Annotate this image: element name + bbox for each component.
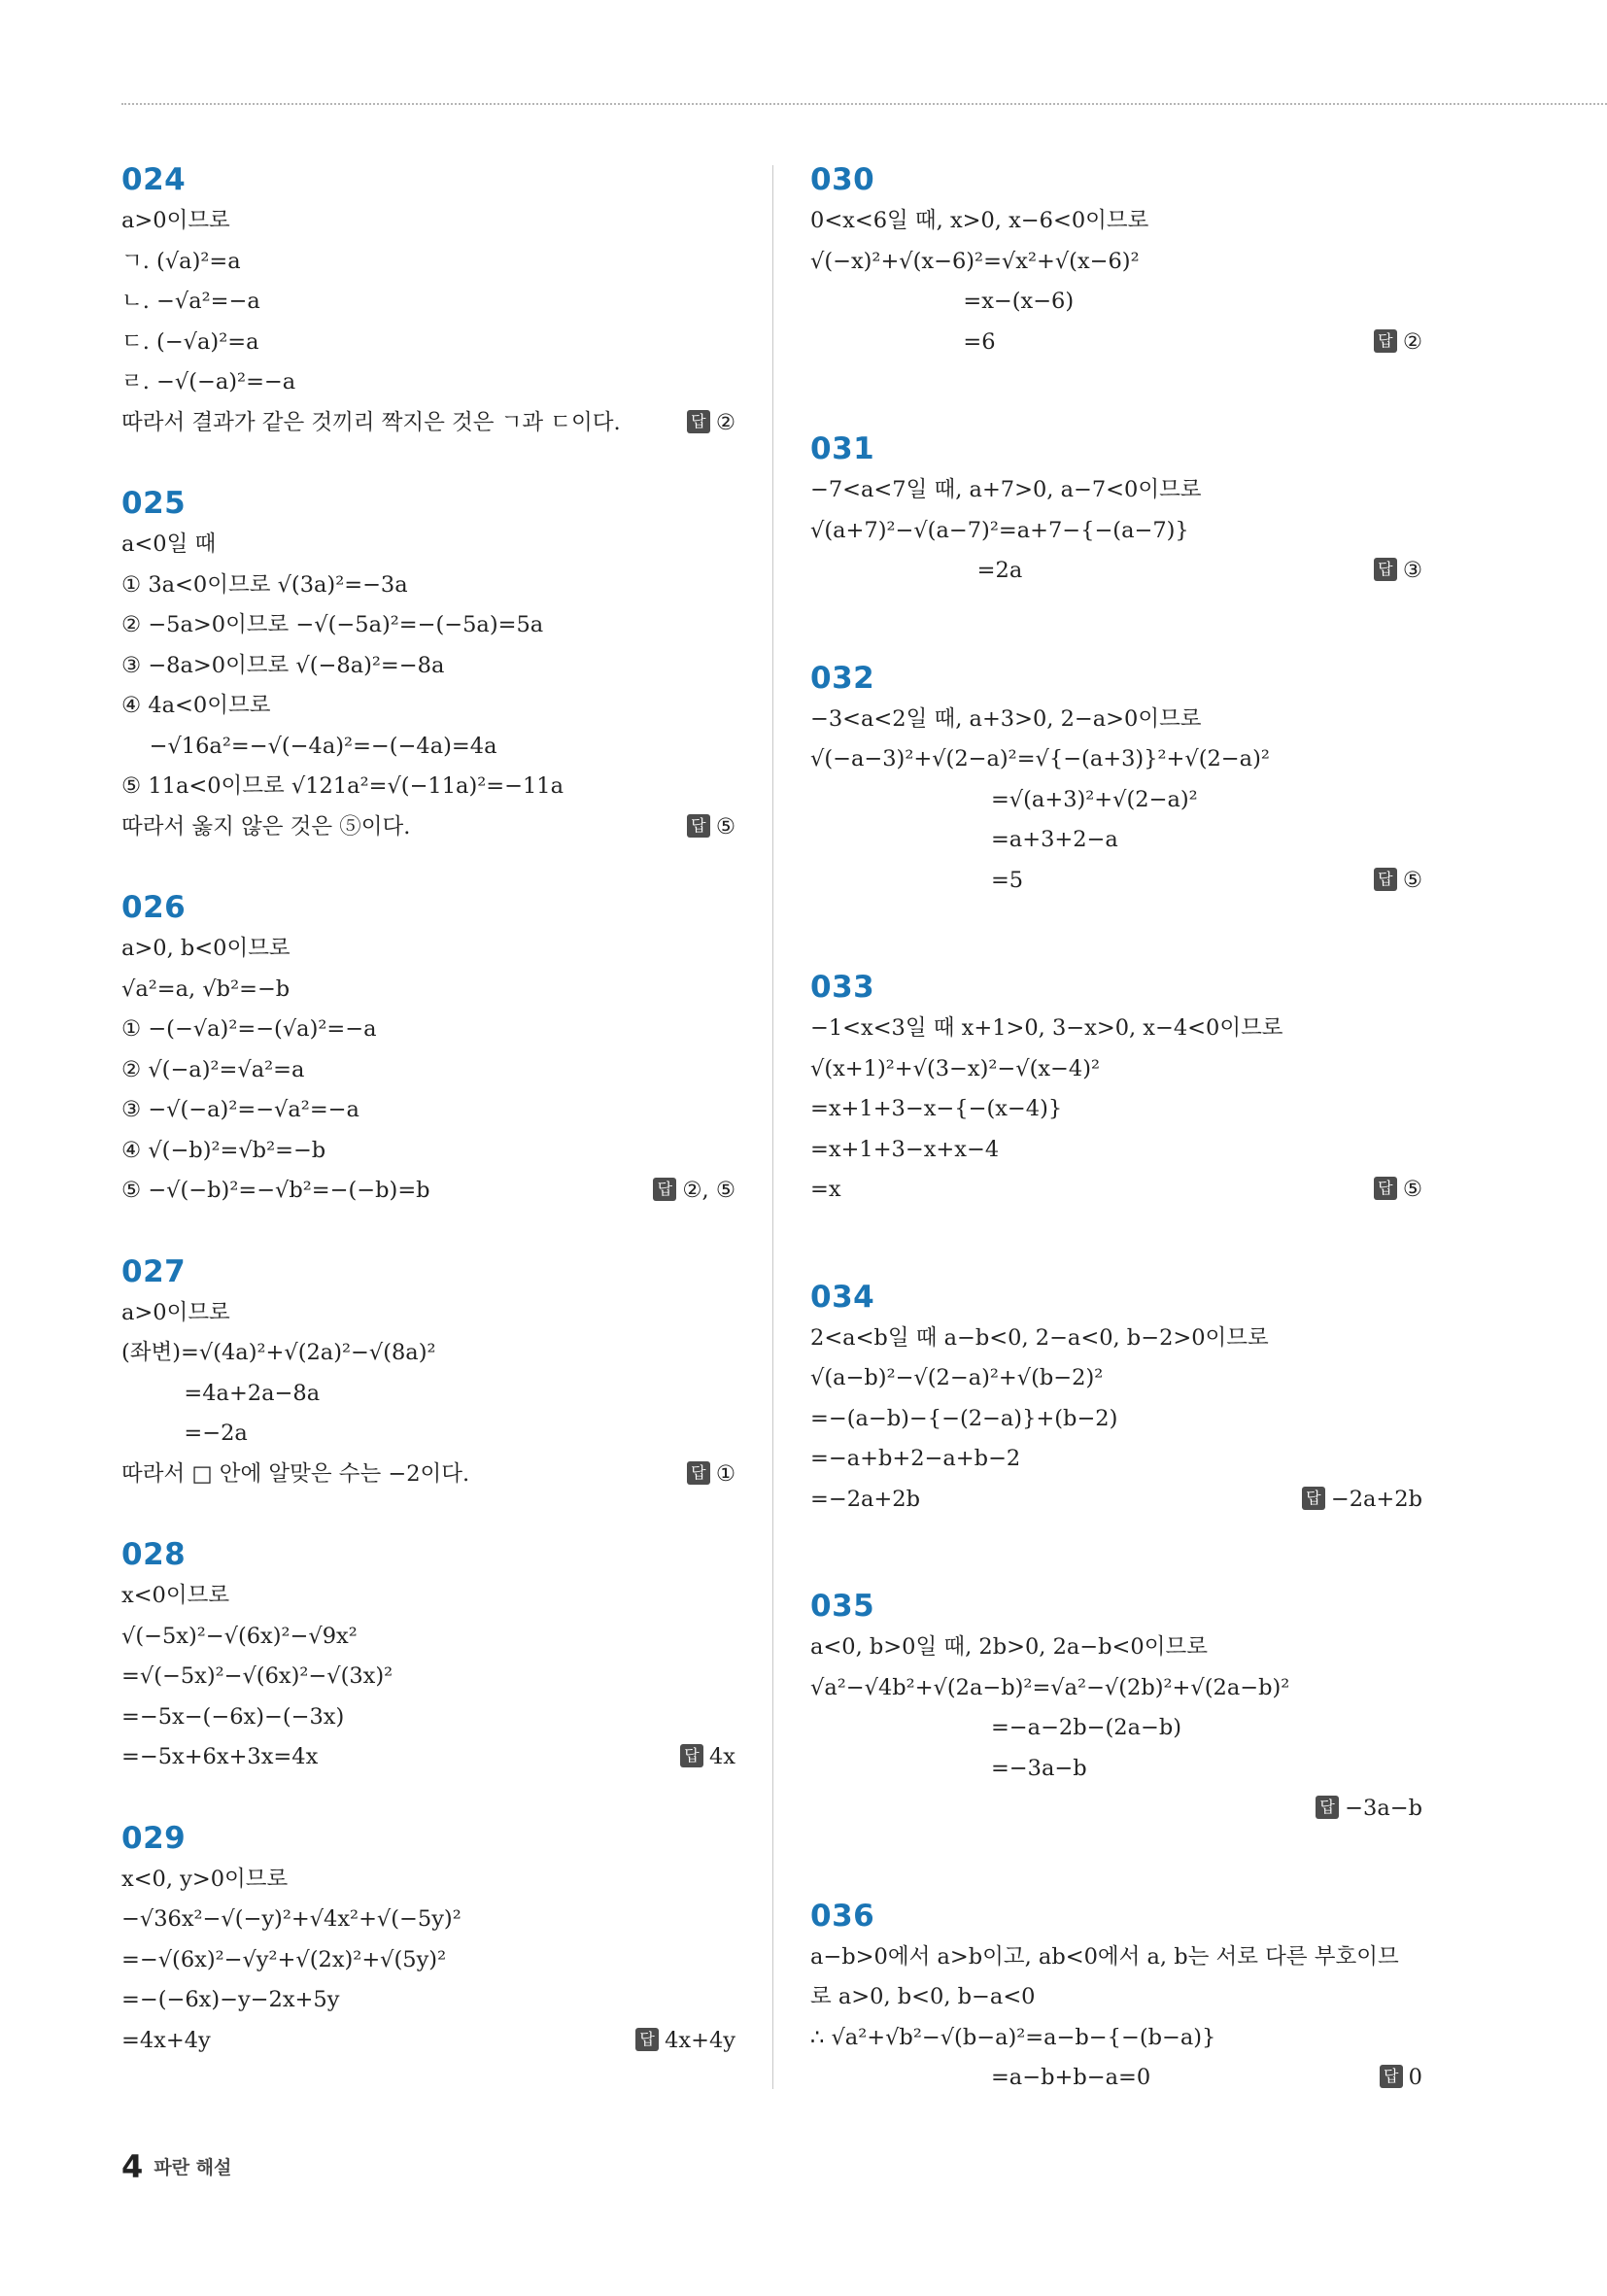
answer [1302, 1480, 1422, 1521]
solution-text: −7<a<7일 때, a+7>0, a−7<0이므로 [810, 477, 1202, 502]
problem-number: 031 [810, 431, 875, 466]
problem-number: 033 [810, 970, 875, 1005]
solution-text: =4a+2a−8a [121, 1380, 321, 1406]
problem-number: 027 [121, 1253, 187, 1289]
solution-line [121, 1293, 735, 1334]
solution-line [810, 470, 1422, 511]
solution-line [121, 201, 735, 242]
solution-line [121, 929, 735, 970]
right-column [810, 158, 1422, 2099]
problem-number: 028 [121, 1537, 187, 1572]
solution-line [121, 1131, 735, 1172]
solution-text: =√(a+3)²+√(2−a)² [810, 786, 1198, 812]
solution-line [810, 551, 1422, 592]
answer [680, 1737, 735, 1778]
solution-line [121, 1860, 735, 1901]
solution-text: =−√(6x)²−√y²+√(2x)²+√(5y)² [121, 1946, 447, 1972]
solution-line [121, 282, 735, 323]
solution-text: ④ 4a<0이므로 [121, 693, 271, 718]
solution-line [810, 1977, 1422, 2018]
solution-line [121, 1090, 735, 1131]
solution-line [810, 861, 1422, 902]
solution-text: ① −(−√a)²=−(√a)²=−a [121, 1016, 377, 1042]
solution-line [810, 1130, 1422, 1171]
solution-text: ① 3a<0이므로 √(3a)²=−3a [121, 571, 408, 598]
solution-text: ㄹ. −√(−a)²=−a [121, 369, 296, 394]
solution-text: =x+1+3−x+x−4 [810, 1136, 1000, 1162]
solution-line [121, 1697, 735, 1738]
solution-text: ⑤ 11a<0이므로 √121a²=√(−11a)²=−11a [121, 773, 564, 799]
solution-text: ② √(−a)²=√a²=a [121, 1056, 305, 1082]
problem-number: 032 [810, 660, 875, 696]
answer-badge: 답 [1374, 868, 1397, 891]
solution-line [810, 1708, 1422, 1749]
solution-line [810, 1319, 1422, 1359]
answer [687, 1455, 735, 1495]
solution-line [121, 1737, 735, 1778]
solution-line [810, 820, 1422, 861]
problem-029 [121, 1817, 735, 2062]
solution-text: √(−x)²+√(x−6)²=√x²+√(x−6)² [810, 248, 1140, 274]
problem-025 [121, 482, 735, 847]
answer [687, 403, 735, 444]
answer-badge: 답 [687, 814, 710, 838]
solution-text: 2<a<b일 때 a−b<0, 2−a<0, b−2>0이므로 [810, 1324, 1269, 1351]
solution-text: =−a−2b−(2a−b) [810, 1715, 1182, 1740]
solution-line [810, 2058, 1422, 2099]
solution-text: x<0이므로 [121, 1583, 230, 1608]
solution-text: (좌변)=√(4a)²+√(2a)²−√(8a)² [121, 1340, 436, 1365]
answer-value: −3a−b [1345, 1796, 1422, 1821]
solution-text: =a+3+2−a [810, 827, 1118, 852]
solution-text: 따라서 결과가 같은 것끼리 짝지은 것은 ㄱ과 ㄷ이다. [121, 409, 621, 435]
solution-text: =√(−5x)²−√(6x)²−√(3x)² [121, 1663, 393, 1689]
solution-text: =−(a−b)−{−(2−a)}+(b−2) [810, 1405, 1118, 1431]
solution-line [121, 807, 735, 848]
answer-badge: 답 [1374, 329, 1397, 353]
solution-text: ② −5a>0이므로 −√(−5a)²=−(−5a)=5a [121, 612, 544, 637]
solution-text: ③ −8a>0이므로 √(−8a)²=−8a [121, 652, 445, 678]
solution-line [121, 1617, 735, 1658]
solution-line [121, 323, 735, 363]
solution-text: a<0일 때 [121, 531, 217, 557]
answer-value: ⑤ [715, 813, 735, 840]
solution-text: √a²=a, √b²=−b [121, 976, 291, 1002]
solution-line [121, 1657, 735, 1697]
solution-line [810, 739, 1422, 780]
answer-badge: 답 [1374, 1177, 1397, 1200]
solution-text: =2a [810, 558, 1023, 583]
solution-text: 따라서 □ 안에 알맞은 수는 −2이다. [121, 1460, 470, 1487]
problem-number: 029 [121, 1820, 187, 1856]
solution-text: a>0, b<0이므로 [121, 936, 291, 961]
solution-text: ㄱ. (√a)²=a [121, 248, 241, 274]
answer-value: ① [715, 1460, 735, 1487]
solution-text: x<0, y>0이므로 [121, 1866, 289, 1892]
left-column [121, 158, 735, 2061]
solution-line [810, 1009, 1422, 1049]
solution-line [121, 1980, 735, 2021]
answer-value: ③ [1402, 558, 1422, 583]
solution-text: ∴ √a²+√b²−√(b−a)²=a−b−{−(b−a)} [810, 2024, 1216, 2050]
solution-text: √(a+7)²−√(a−7)²=a+7−{−(a−7)} [810, 517, 1189, 543]
solution-text: =a−b+b−a=0 [810, 2065, 1151, 2090]
solution-text: a>0이므로 [121, 1299, 230, 1325]
answer-value: ② [1402, 328, 1422, 355]
solution-text: −√16a²=−√(−4a)²=−(−4a)=4a [121, 733, 497, 759]
solution-line [810, 201, 1422, 242]
top-dotted-rule [121, 103, 1607, 105]
solution-text: √(−a−3)²+√(2−a)²=√{−(a+3)}²+√(2−a)² [810, 746, 1270, 771]
answer [635, 2021, 735, 2062]
solution-line [121, 1940, 735, 1981]
solution-text: ④ √(−b)²=√b²=−b [121, 1137, 326, 1163]
problem-028 [121, 1533, 735, 1778]
solution-text: =−(−6x)−y−2x+5y [121, 1987, 340, 2012]
page-number: 4 [121, 2148, 144, 2185]
solution-text: 로 a>0, b<0, b−a<0 [810, 1984, 1036, 2009]
answer [1374, 323, 1422, 363]
solution-text: =−2a [121, 1421, 248, 1446]
solution-line [810, 1439, 1422, 1480]
answer [687, 807, 735, 848]
answer-value: 4x+4y [665, 2027, 735, 2053]
solution-line [121, 1455, 735, 1495]
answer-badge: 답 [1380, 2065, 1403, 2088]
solution-line [121, 970, 735, 1011]
solution-line [121, 686, 735, 727]
problem-032 [810, 657, 1422, 902]
solution-line [121, 1333, 735, 1374]
solution-line [121, 1576, 735, 1617]
solution-text: √(a−b)²−√(2−a)²+√(b−2)² [810, 1365, 1104, 1390]
solution-text: 따라서 옳지 않은 것은 ⑤이다. [121, 813, 411, 840]
solution-text: −√36x²−√(−y)²+√4x²+√(−5y)² [121, 1906, 462, 1932]
solution-line [810, 1749, 1422, 1790]
answer-badge: 답 [653, 1178, 676, 1201]
answer-value: 0 [1408, 2065, 1422, 2090]
solution-text: √a²−√4b²+√(2a−b)²=√a²−√(2b)²+√(2a−b)² [810, 1674, 1290, 1700]
solution-text: ⑤ −√(−b)²=−√b²=−(−b)=b [121, 1178, 430, 1203]
solution-text: ㄷ. (−√a)²=a [121, 328, 259, 355]
answer-badge: 답 [680, 1744, 703, 1767]
solution-line [121, 2021, 735, 2062]
problem-number: 025 [121, 486, 187, 521]
problem-number: 026 [121, 890, 187, 925]
solution-line [121, 1900, 735, 1940]
solution-text: =4x+4y [121, 2027, 211, 2053]
answer [1374, 861, 1422, 902]
problem-027 [121, 1251, 735, 1495]
solution-text: √(x+1)²+√(3−x)²−√(x−4)² [810, 1055, 1101, 1081]
solution-line [121, 1414, 735, 1455]
answer-value: ② [715, 409, 735, 435]
solution-line [810, 511, 1422, 552]
answer-value: ⑤ [1402, 867, 1422, 893]
answer-badge: 답 [1302, 1487, 1325, 1510]
solution-text: =x [810, 1177, 841, 1202]
solution-line [810, 1668, 1422, 1709]
answer-value: ②, ⑤ [682, 1178, 735, 1203]
solution-text: =−3a−b [810, 1755, 1087, 1781]
solution-line [121, 565, 735, 606]
problem-026 [121, 886, 735, 1212]
answer-value: 4x [708, 1744, 735, 1769]
solution-line [121, 242, 735, 283]
solution-line [121, 1010, 735, 1050]
solution-line [810, 1089, 1422, 1130]
solution-line [810, 1628, 1422, 1668]
solution-text: √(−5x)²−√(6x)²−√9x² [121, 1623, 358, 1649]
solution-line [810, 1358, 1422, 1399]
column-divider [772, 165, 773, 2089]
answer-value: ⑤ [1402, 1177, 1422, 1202]
solution-line [810, 1480, 1422, 1521]
solution-line [810, 282, 1422, 323]
solution-line [810, 1170, 1422, 1211]
solution-text: =−2a+2b [810, 1486, 921, 1512]
solution-text: =−5x−(−6x)−(−3x) [121, 1703, 345, 1730]
answer-badge: 답 [635, 2028, 659, 2051]
problem-number: 030 [810, 162, 875, 197]
solution-line [810, 700, 1422, 740]
solution-line [810, 1937, 1422, 1978]
solution-text: a−b>0에서 a>b이고, ab<0에서 a, b는 서로 다른 부호이므 [810, 1943, 1399, 1970]
solution-line [121, 1374, 735, 1415]
solution-line [810, 242, 1422, 283]
solution-text: ③ −√(−a)²=−√a²=−a [121, 1097, 359, 1122]
solution-text: =x−(x−6) [810, 289, 1075, 314]
problem-034 [810, 1276, 1422, 1521]
solution-text: =−a+b+2−a+b−2 [810, 1446, 1021, 1471]
solution-line [810, 1049, 1422, 1090]
solution-line [121, 605, 735, 646]
solution-text: =5 [810, 867, 1024, 893]
solution-line [810, 780, 1422, 821]
answer-value: −2a+2b [1330, 1486, 1422, 1512]
problem-036 [810, 1895, 1422, 2099]
solution-text: =−5x+6x+3x=4x [121, 1744, 319, 1769]
problem-035 [810, 1585, 1422, 1830]
solution-line [121, 1050, 735, 1091]
answer [1316, 1789, 1422, 1830]
solution-text: a>0이므로 [121, 208, 230, 233]
problem-031 [810, 428, 1422, 592]
solution-line [121, 525, 735, 565]
solution-line [121, 767, 735, 807]
solution-text: 0<x<6일 때, x>0, x−6<0이므로 [810, 208, 1149, 233]
answer [1374, 1170, 1422, 1211]
solution-line [121, 403, 735, 444]
solution-line [810, 2018, 1422, 2059]
answer-badge: 답 [687, 410, 710, 433]
answer-badge: 답 [1374, 558, 1397, 581]
solution-line [121, 362, 735, 403]
problem-number: 034 [810, 1279, 875, 1315]
solution-text: a<0, b>0일 때, 2b>0, 2a−b<0이므로 [810, 1634, 1208, 1660]
problem-number: 035 [810, 1589, 875, 1624]
solution-text: =x+1+3−x−{−(x−4)} [810, 1096, 1063, 1121]
answer [653, 1171, 735, 1212]
problem-030 [810, 158, 1422, 362]
answer [1380, 2058, 1422, 2099]
solution-line [810, 1789, 1422, 1830]
solution-line [810, 323, 1422, 363]
answer [1374, 551, 1422, 592]
solution-line [810, 1399, 1422, 1440]
solution-text: −3<a<2일 때, a+3>0, 2−a>0이므로 [810, 705, 1202, 732]
page-footer [121, 2148, 231, 2185]
answer-badge: 답 [687, 1461, 710, 1485]
solution-line [121, 727, 735, 768]
footer-title: 파란 해설 [154, 2157, 232, 2178]
solution-text: ㄴ. −√a²=−a [121, 289, 260, 314]
solution-line [121, 1171, 735, 1212]
problem-number: 036 [810, 1898, 875, 1934]
problem-033 [810, 966, 1422, 1211]
solution-text: −1<x<3일 때 x+1>0, 3−x>0, x−4<0이므로 [810, 1015, 1283, 1041]
answer-badge: 답 [1316, 1796, 1339, 1819]
solution-line [121, 646, 735, 687]
solution-text: =6 [810, 328, 996, 355]
problem-024 [121, 158, 735, 443]
problem-number: 024 [121, 162, 187, 197]
